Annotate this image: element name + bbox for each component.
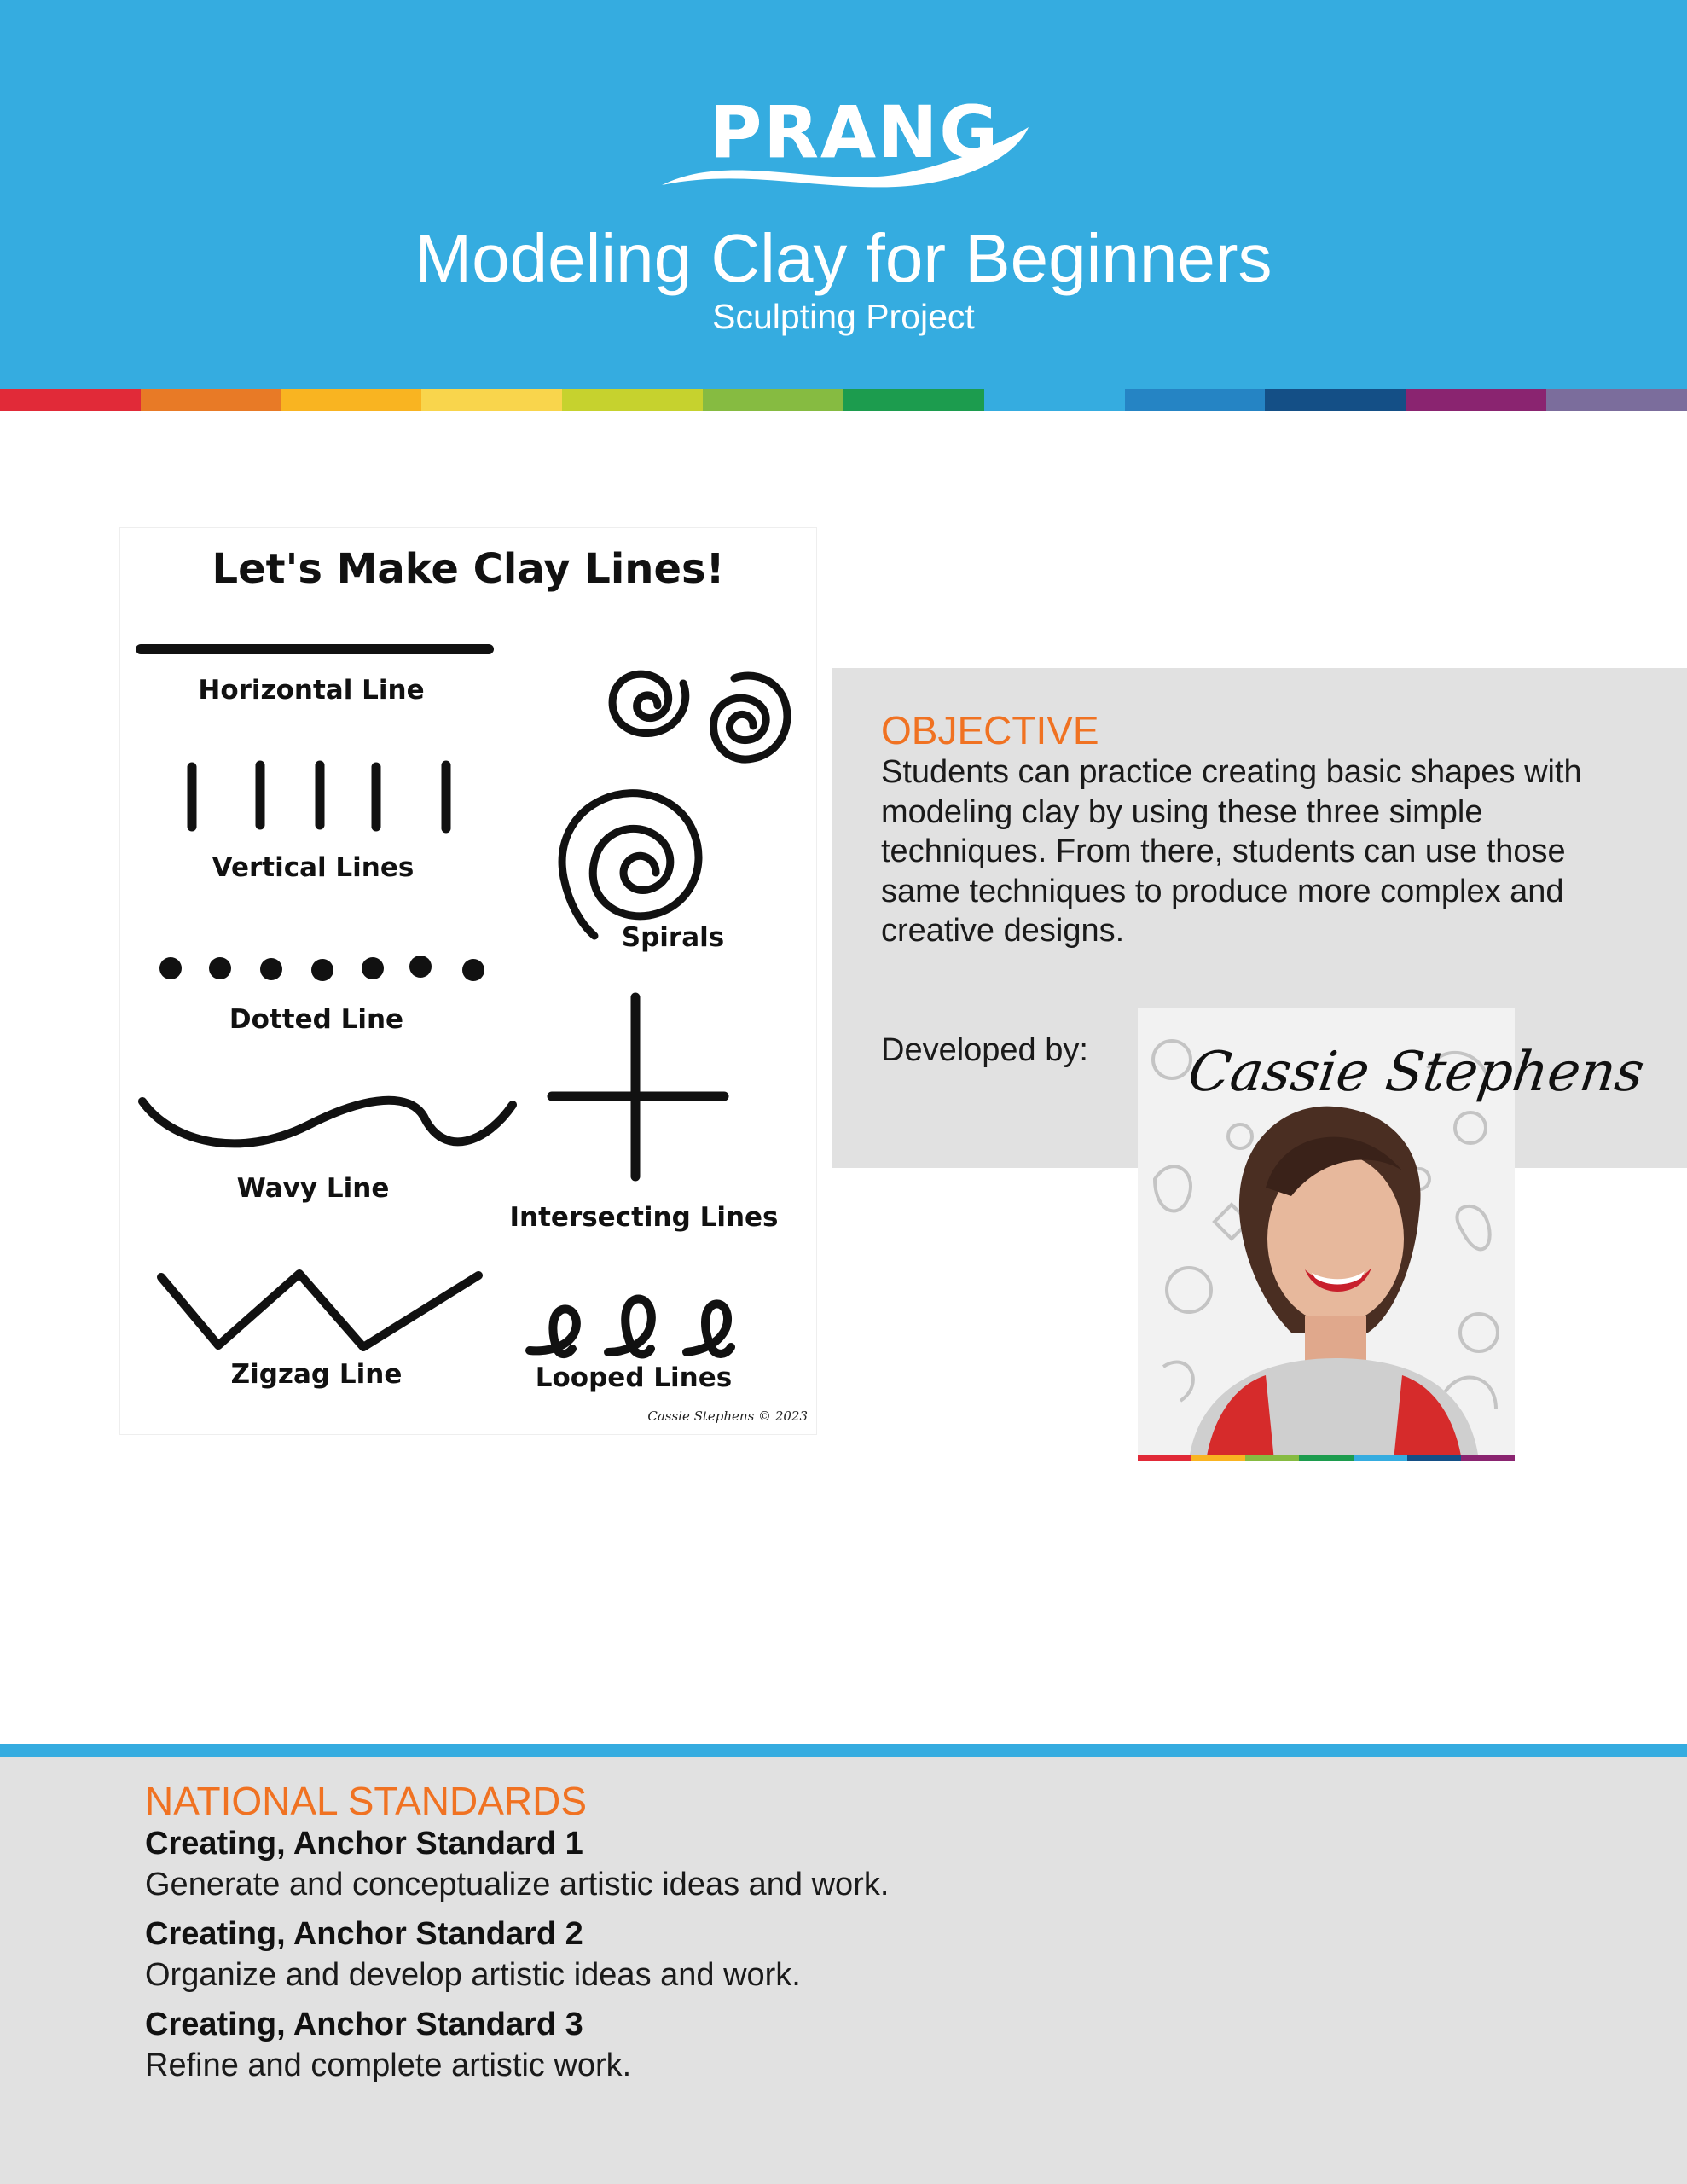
standard-title: Creating, Anchor Standard 2 — [145, 1916, 583, 1952]
label-horizontal-line: Horizontal Line — [198, 675, 425, 706]
worksheet-drawings — [120, 528, 816, 1434]
portrait-figure — [1189, 1107, 1479, 1461]
rainbow-divider — [0, 389, 1687, 411]
developer-portrait — [1138, 1008, 1649, 1461]
standards-divider — [0, 1744, 1687, 1757]
label-zigzag-line: Zigzag Line — [230, 1359, 403, 1390]
vertical-lines-icon — [192, 765, 446, 828]
header-banner — [0, 0, 1687, 389]
logo-wordmark: PRANG — [709, 90, 1000, 174]
page-title: Modeling Clay for Beginners — [415, 220, 1272, 296]
objective-body: Students can practice creating basic shapes with modeling clay by using these three simple techniques. From there, students can use those same techniques to produce more complex and creative designs. — [881, 754, 1582, 949]
label-dotted-line: Dotted Line — [229, 1004, 404, 1035]
label-vertical-lines: Vertical Lines — [212, 852, 415, 883]
clay-lines-worksheet — [119, 527, 817, 1435]
portrait-rainbow-strip — [1138, 1455, 1515, 1461]
standard-item — [145, 1823, 1510, 1905]
standard-item — [145, 2004, 1510, 2086]
wavy-line-icon — [142, 1101, 513, 1144]
label-wavy-line: Wavy Line — [236, 1173, 390, 1204]
standard-description: Organize and develop artistic ideas and work. — [145, 1957, 801, 1993]
standard-description: Refine and complete artistic work. — [145, 2048, 632, 2083]
worksheet-credit: Cassie Stephens © 2023 — [647, 1409, 808, 1424]
zigzag-line-icon — [161, 1274, 478, 1347]
intersecting-lines-icon — [552, 997, 724, 1176]
label-intersecting-lines: Intersecting Lines — [509, 1202, 779, 1233]
label-spirals: Spirals — [621, 922, 725, 953]
dotted-line-icon — [159, 956, 484, 981]
developed-by-label: Developed by: — [881, 1032, 1088, 1068]
developer-name: Cassie Stephens — [1184, 1041, 1649, 1104]
page-subtitle: Sculpting Project — [712, 297, 975, 336]
looped-lines-icon — [530, 1298, 731, 1354]
standard-title: Creating, Anchor Standard 1 — [145, 1826, 583, 1862]
prang-logo — [657, 90, 1032, 183]
label-looped-lines: Looped Lines — [535, 1362, 733, 1393]
spirals-icon — [562, 674, 787, 936]
standards-list — [145, 1823, 1510, 2094]
standard-description: Generate and conceptualize artistic ideas and work. — [145, 1867, 890, 1902]
standard-item — [145, 1914, 1510, 1995]
standard-title: Creating, Anchor Standard 3 — [145, 2007, 583, 2042]
standards-heading: NATIONAL STANDARDS — [145, 1779, 587, 1823]
worksheet-title: Let's Make Clay Lines! — [212, 545, 725, 593]
objective-heading: OBJECTIVE — [881, 708, 1099, 752]
